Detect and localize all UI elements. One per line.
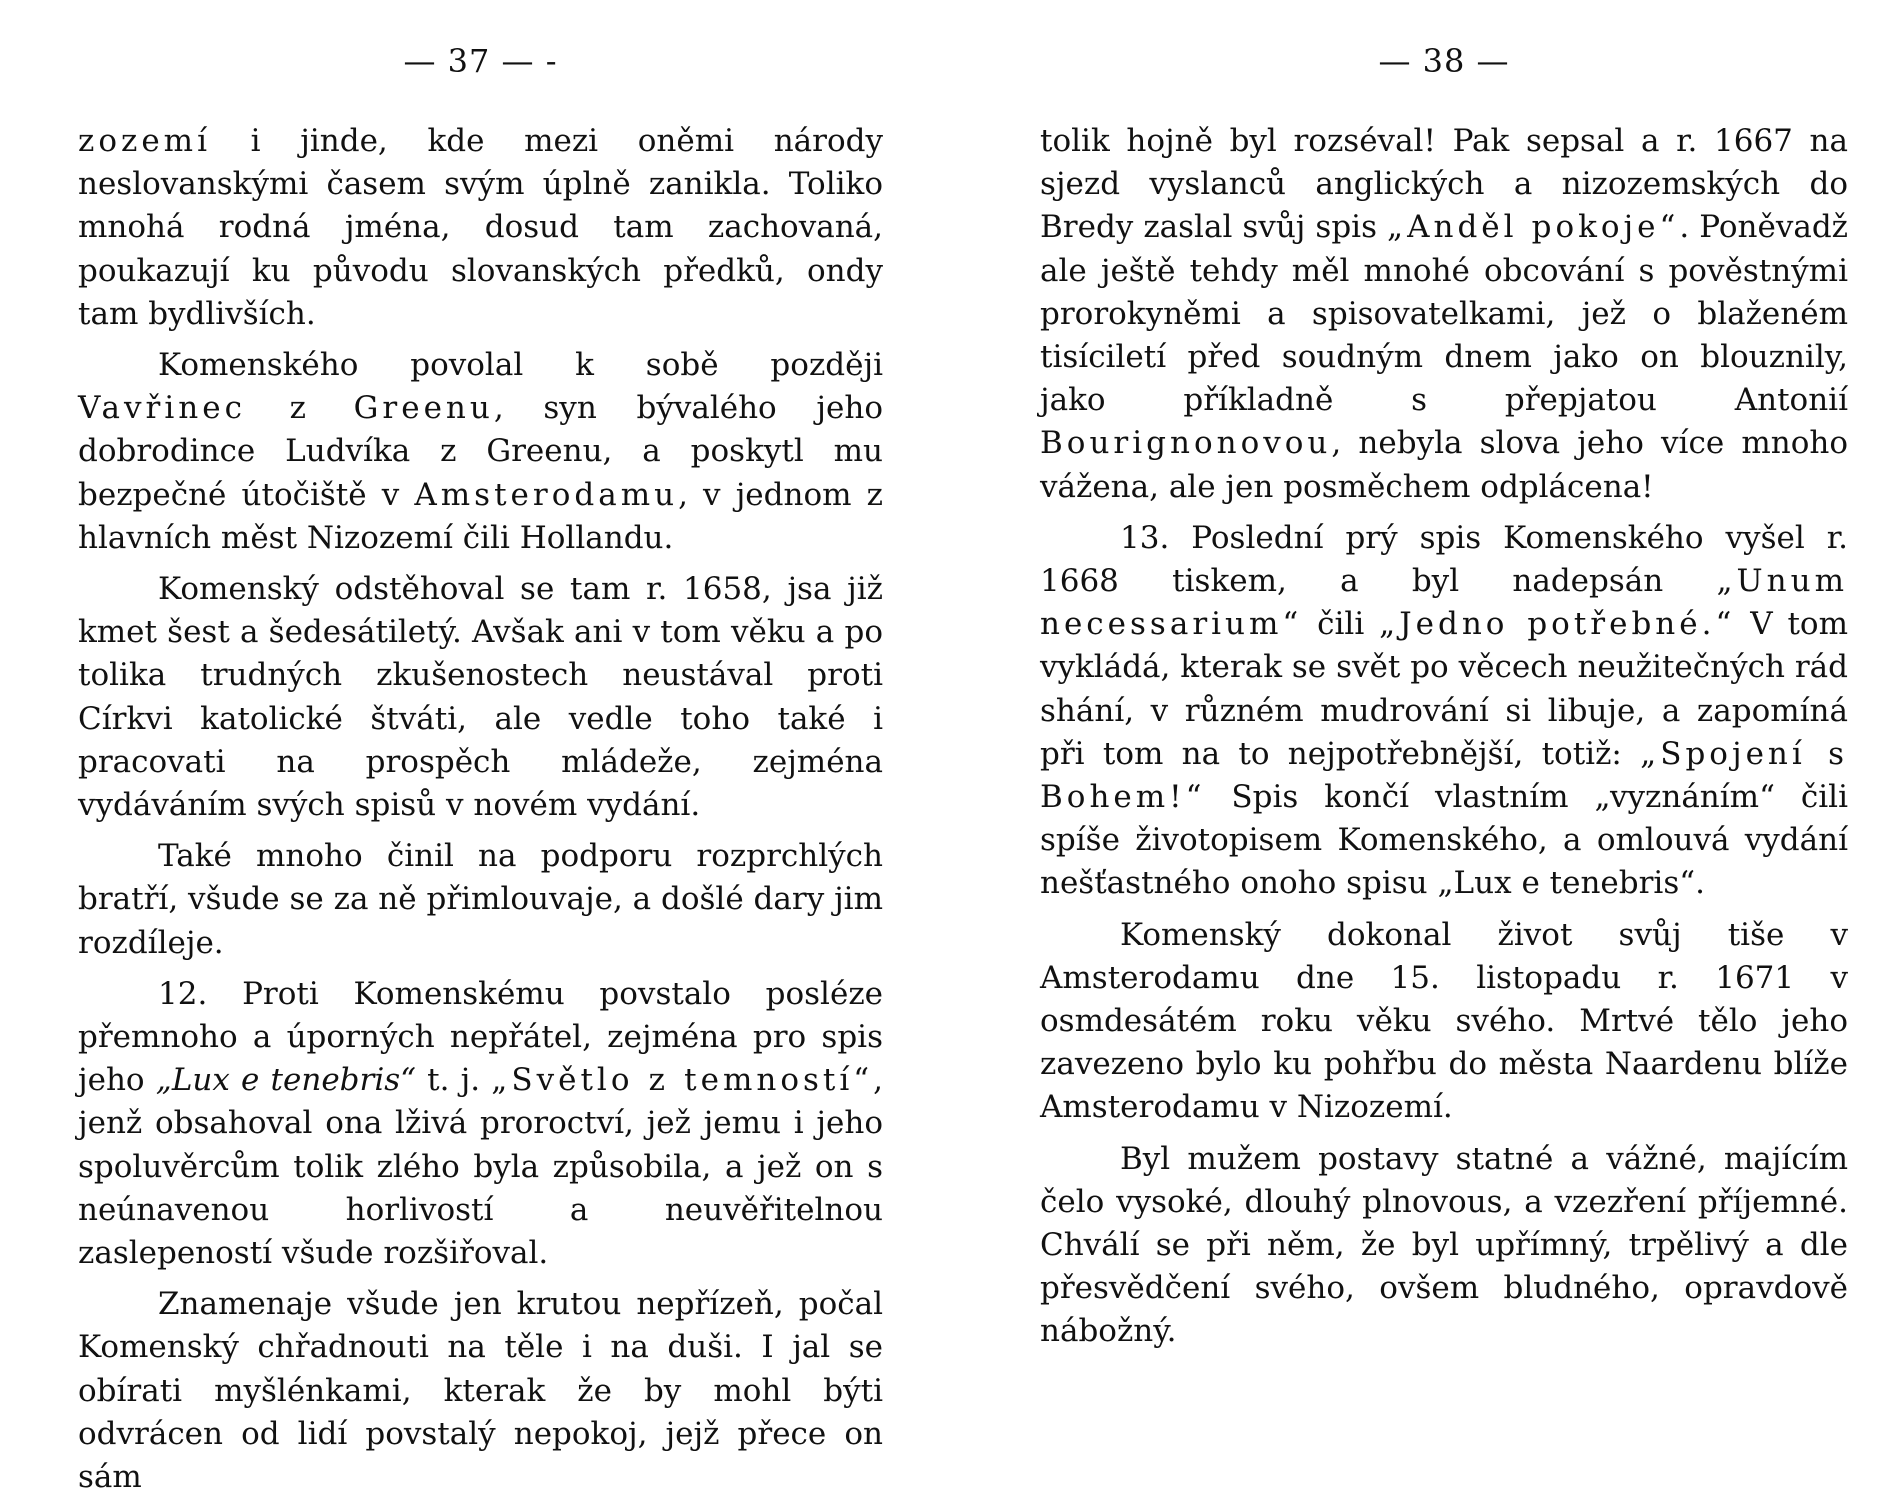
text-run: i jinde, kde mezi oněmi národy neslovanskými časem svým úplně zanikla. Toliko mnohá rodná jména, dosud tam zachovaná, poukazují ku původu slovanských předků, ondy tam bydlivších. [78,123,883,332]
text-run: , nebyla slova jeho více mnoho vážena, ale jen posměchem odplácena! [1040,425,1848,505]
text-run: Komenský odstěhoval se tam r. 1658, jsa již kmet šest a šedesátiletý. Avšak ani v tom věku a po tolika trudných zkušenostech neustával proti Církvi katolické štváti, ale vedle toho také i pracovati na prospěch mládeže, zejména vydáváním svých spisů v novém vydání. [78,571,883,824]
text-run: , syn bývalého jeho dobrodince Ludvíka z Greenu, a poskytl mu bezpečné útočiště v [78,390,883,513]
text-run: , v jednom z hlavních měst Nizozemí čili Hollandu. [78,476,883,556]
spaced-emphasis: „Světlo z temností“ [491,1062,874,1099]
left-page [78,0,883,1500]
italic-title: „Lux e tenebris“ [155,1062,416,1099]
text-run: t. j. [416,1062,492,1099]
spaced-emphasis: „Unum necessarium“ [1040,563,1848,643]
text-run: , jenž obsahoval ona lživá proroctví, jež jemu i jeho spoluvěrcům tolik zlého byla způsobila, a jež on s neúnavenou horlivostí a neuvěřitelnou zaslepeností všude rozšiřoval. [78,1062,883,1272]
paragraph [1040,914,1848,1130]
paragraph [78,120,883,336]
paragraph [78,568,883,827]
paragraph [78,344,883,560]
text-run: Komenského povolal k sobě později [158,347,883,384]
paragraph [78,973,883,1275]
text-run: Byl mužem postavy statné a vážné, majícím čelo vysoké, dlouhý plnovous, a vzezření příjemné. Chválí se při něm, že byl upřímný, trpělivý a dle přesvědčení svého, ovšem bludného, opravdově nábožný. [1040,1140,1848,1350]
text-run: čili [1302,606,1380,643]
page-number-left: — 37 — - [403,42,558,80]
text-run: 13. Poslední prý spis Komenského vyšel r. 1668 tiskem, a byl nadepsán [1040,519,1848,600]
spaced-emphasis: zozemí [78,123,211,159]
spaced-emphasis: „Jedno potřebné.“ [1379,606,1736,643]
right-page [1040,0,1848,1500]
right-page-body [1040,120,1848,1362]
spaced-emphasis: Amsterodamu [414,476,679,513]
text-run: V tom vykládá, kterak se svět po věcech neužitečných rád shání, v různém mudrování si libuje, a zapomíná při tom na to nejpotřebnější, totiž: [1040,606,1848,772]
text-run: Znamenaje všude jen krutou nepřízeň, počal Komenský chřadnouti na těle i na duši. I jal se obírati myšlénkami, kterak že by mohl býti odvrácen od lidí povstalý nepokoj, jejž přece on sám [78,1286,883,1496]
text-run: Také mnoho činil na podporu rozprchlých bratří, všude se za ně přimlouvaje, a došlé dary jim rozdíleje. [78,838,883,961]
paragraph [1040,1138,1848,1354]
spaced-emphasis: „Spojení s Bohem!“ [1040,735,1848,816]
text-run: Komenský dokonal život svůj tiše v Amsterodamu dne 15. listopadu r. 1671 v osmdesátém roku věku svého. Mrtvé tělo jeho zavezeno bylo ku pohřbu do města Naardenu blíže Amsterodamu v Nizozemí. [1040,916,1848,1126]
paragraph [1040,517,1848,906]
spaced-emphasis: Vavřinec z Greenu [78,390,494,427]
text-run: 12. Proti Komenskému povstalo posléze přemnoho a úporných nepřátel, zejména pro spis jeho [78,975,883,1099]
spaced-emphasis: „Anděl pokoje“ [1387,209,1680,246]
page-number-right: — 38 — [1378,42,1510,80]
spaced-emphasis: Bourignonovou [1040,425,1332,462]
paragraph [78,1283,883,1499]
text-run: . Poněvadž ale ještě tehdy měl mnohé obcování s pověstnými prorokyněmi a spisovatelkami, jež o blaženém tisíciletí před soudným dnem jako on blouznily, jako příkladně s přepjatou Antonií [1040,209,1848,419]
text-run: tolik hojně byl rozséval! Pak sepsal a r. 1667 na sjezd vyslanců anglických a nizozemských do Bredy zaslal svůj spis [1040,123,1848,246]
paragraph [78,835,883,965]
left-page-body [78,120,883,1507]
text-run: Spis končí vlastním „vyznáním“ čili spíše životopisem Komenského, a omlouvá vydání nešťastného onoho spisu „Lux e tenebris“. [1040,779,1848,902]
paragraph [1040,120,1848,509]
